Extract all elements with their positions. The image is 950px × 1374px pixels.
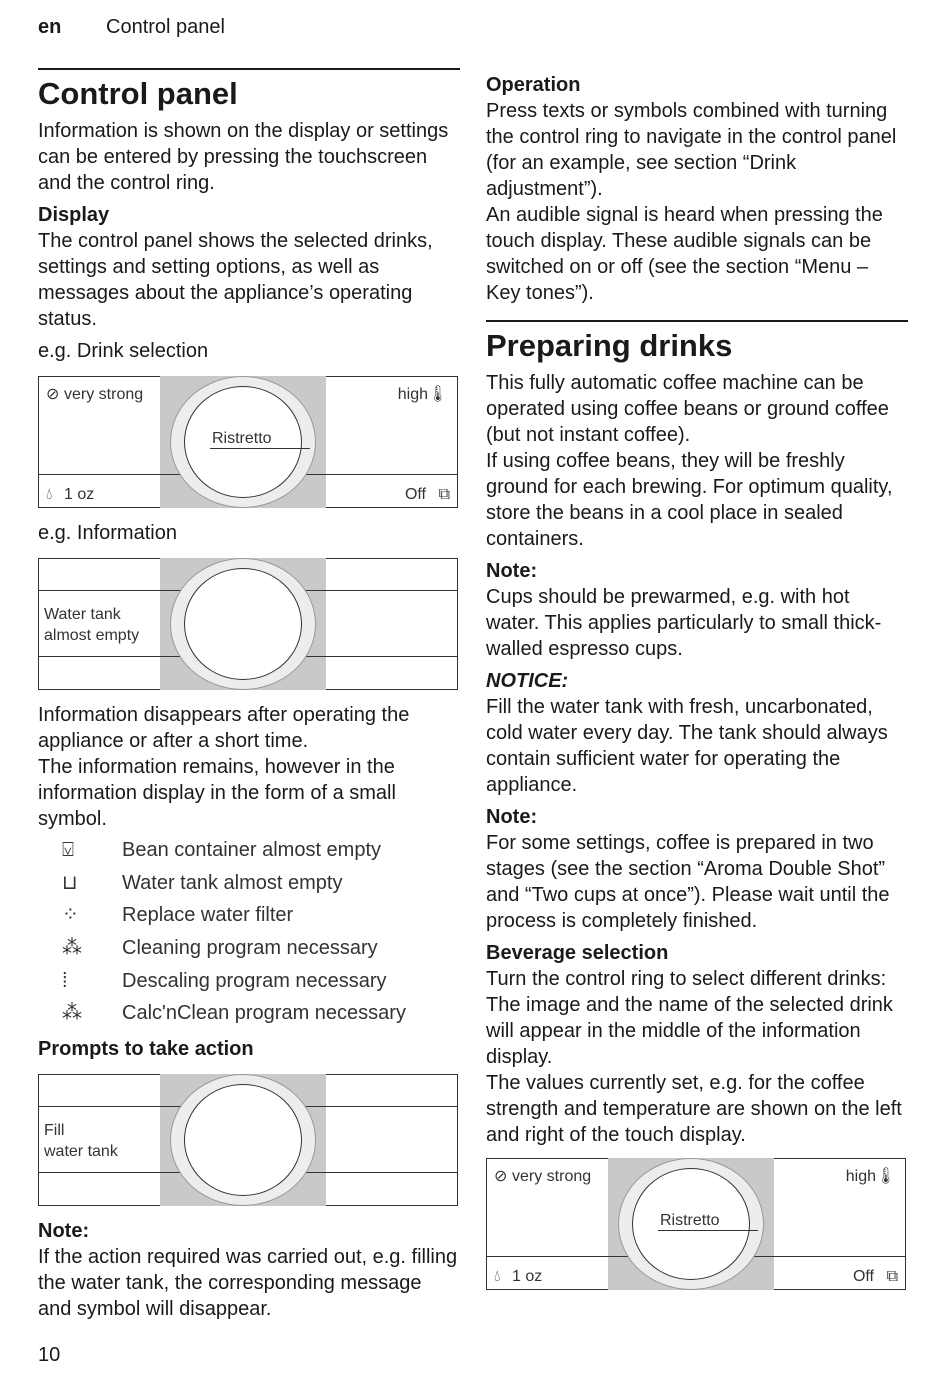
symbol-list [38, 834, 460, 1030]
prep-intro-2: If using coffee beans, they will be freshly ground for each brewing. For optimum quality, store the beans in a cool place in sealed containers. [486, 450, 893, 550]
display-heading: Display [38, 204, 110, 226]
drink-selection-display [38, 376, 458, 508]
information-display [38, 558, 458, 690]
temperature-value: high [845, 1168, 876, 1185]
list-item [38, 867, 460, 900]
droplet-icon: 💧︎ [46, 486, 53, 503]
note-paragraph: For some settings, coffee is prepared in two stages (see the section “Aroma Double Shot” and “Two cups at once”). Please wait until the process is completely finished. [486, 832, 890, 932]
note-paragraph: If the action required was carried out, e.g. filling the water tank, the corresponding message and symbol will disappear. [38, 1245, 458, 1320]
notice-paragraph: Fill the water tank with fresh, uncarbonated, cold water every day. The tank should always contain sufficient water for operating the appliance. [486, 696, 888, 796]
drink-name: Ristretto [660, 1212, 720, 1229]
calcnclean-icon: ⁂ [62, 1002, 82, 1025]
drink-name: Ristretto [212, 430, 272, 447]
prep-intro: This fully automatic coffee machine can be operated using coffee beans or ground coffee (but not instant coffee). [486, 372, 889, 446]
note-heading: Note: [486, 560, 538, 582]
section-title-control-panel: Control panel [38, 76, 238, 111]
language-code: en [38, 16, 62, 38]
bean-container-icon: ⍌ [62, 839, 74, 862]
list-item [38, 997, 460, 1030]
symbol-label: Bean container almost empty [122, 839, 382, 862]
beverage-paragraph-2: The values currently set, e.g. for the coffee strength and temperature are shown on the left and right of the touch display. [486, 1072, 902, 1146]
symbol-label: Descaling program necessary [122, 969, 387, 992]
example-drink-label: e.g. Drink selection [38, 340, 209, 362]
cup-setting-value: Off [852, 1268, 874, 1285]
section-rule [486, 320, 908, 322]
section-title-preparing-drinks: Preparing drinks [486, 328, 733, 363]
cup-setting-value: Off [404, 486, 426, 503]
info-paragraph: Information disappears after operating the appliance or after a short time. [38, 704, 410, 752]
water-filter-icon: ⁘ [62, 904, 79, 927]
prompts-heading: Prompts to take action [38, 1037, 254, 1060]
list-item [38, 899, 460, 932]
strength-value: very strong [64, 386, 144, 403]
list-item [38, 834, 460, 867]
note-heading: Note: [486, 806, 538, 828]
symbol-label: Cleaning program necessary [122, 937, 378, 960]
intro-paragraph: Information is shown on the display or settings can be entered by pressing the touchscreen and the control ring. [38, 120, 449, 194]
thermometer-icon: 🌡︎ [427, 386, 448, 403]
strength-value: very strong [512, 1168, 592, 1185]
cleaning-icon: ⁂ [62, 937, 82, 960]
thermometer-icon: 🌡︎ [875, 1168, 896, 1185]
operation-paragraph: Press texts or symbols combined with turning the control ring to navigate in the control panel (for an example, see section “Drink adjustment”). [486, 100, 897, 200]
symbol-label: Replace water filter [122, 904, 294, 927]
section-rule [38, 68, 460, 70]
drink-selection-display [486, 1158, 906, 1290]
info-paragraph-2: The information remains, however in the information display in the form of a small symbol. [38, 756, 396, 830]
right-column [486, 68, 908, 1302]
droplet-icon: 💧︎ [494, 1268, 501, 1285]
notice-heading: NOTICE: [486, 670, 569, 692]
symbol-label: Water tank almost empty [122, 871, 343, 894]
example-info-label: e.g. Information [38, 522, 177, 544]
symbol-label: Calc'nClean program necessary [122, 1002, 406, 1025]
list-item [38, 964, 460, 997]
cup-icon: ⧉ [438, 486, 450, 503]
descaling-icon: ⁞ [62, 969, 68, 992]
list-item [38, 932, 460, 965]
left-column [38, 68, 460, 1322]
info-line-1: Water tank [44, 606, 121, 623]
volume-value: 1 oz [512, 1268, 543, 1285]
water-tank-icon: ⊔ [62, 871, 78, 894]
operation-heading: Operation [486, 74, 581, 96]
display-paragraph: The control panel shows the selected drinks, settings and setting options, as well as messages about the appliance’s operating status. [38, 230, 433, 330]
prompt-line-2: water tank [44, 1142, 118, 1160]
operation-paragraph-2: An audible signal is heard when pressing the touch display. These audible signals can be switched on or off (see the section “Menu – Key tones”). [486, 204, 883, 304]
beverage-selection-heading: Beverage selection [486, 942, 669, 964]
note-paragraph: Cups should be prewarmed, e.g. with hot water. This applies particularly to small thick-walled espresso cups. [486, 586, 882, 660]
page-number: 10 [38, 1344, 61, 1366]
strength-icon: ⊘ [46, 386, 60, 403]
prompt-display [38, 1074, 458, 1206]
note-heading: Note: [38, 1219, 90, 1242]
running-header: Control panel [106, 16, 225, 38]
strength-icon: ⊘ [494, 1168, 508, 1185]
info-line-2: almost empty [44, 627, 140, 644]
beverage-paragraph: Turn the control ring to select different drinks: The image and the name of the selected drink will appear in the middle of the information display. [486, 968, 893, 1068]
prompt-line-1: Fill [44, 1121, 65, 1139]
cup-icon: ⧉ [886, 1268, 898, 1285]
temperature-value: high [397, 386, 428, 403]
volume-value: 1 oz [64, 486, 95, 503]
